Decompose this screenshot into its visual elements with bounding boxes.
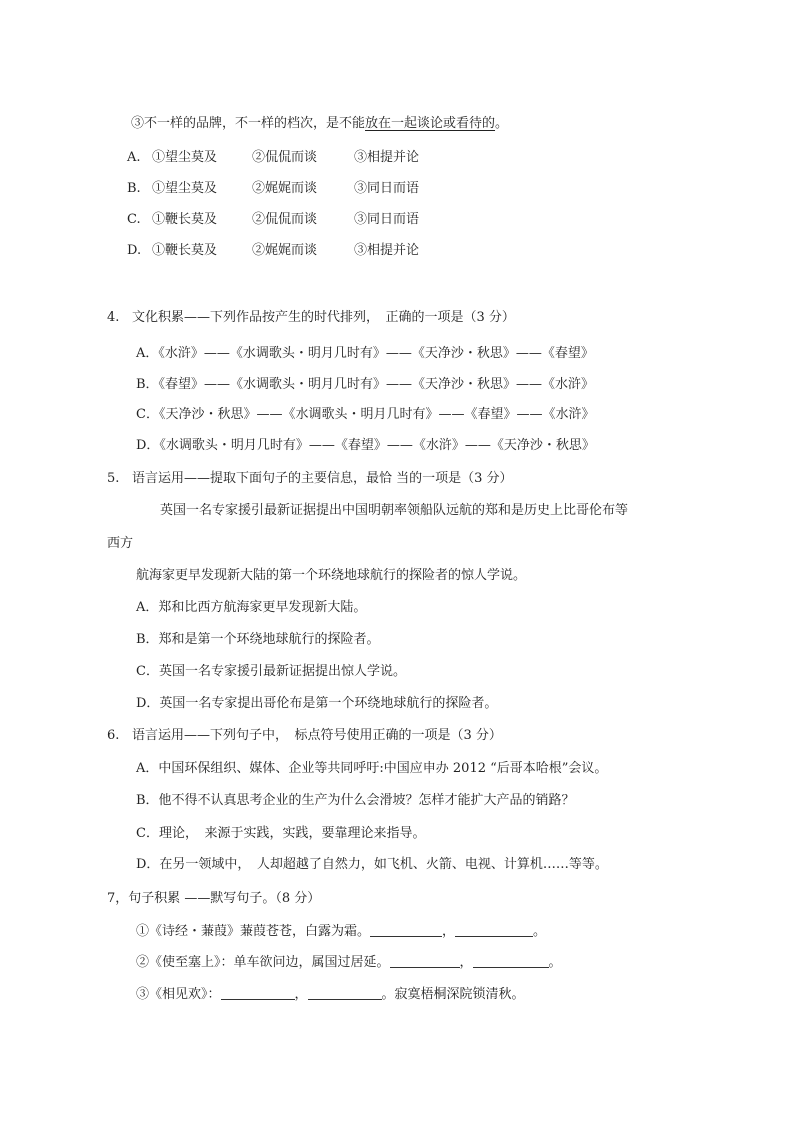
q4-option-a[interactable]: A．《水浒》——《水调歌头・明月几时有》——《天净沙・秋思》——《春望》 — [136, 346, 594, 361]
q7-item-1 — [136, 922, 546, 941]
q7-stem: 7，句子积累 ——默写句子。（8 分） — [107, 891, 321, 906]
option-letter: A. — [127, 150, 141, 165]
q7-item-1-blank-2[interactable] — [455, 922, 533, 937]
q6-stem — [107, 727, 502, 745]
q3-sentence-text: ③不一样的品牌，不一样的档次，是不能 — [131, 116, 366, 131]
option-part-3: ③相提并论 — [354, 150, 420, 165]
q4-option-c[interactable]: C．《天净沙・秋思》——《水调歌头・明月几时有》——《春望》——《水浒》 — [136, 407, 595, 422]
q3-option-a[interactable] — [127, 149, 419, 167]
q5-passage-line-2: 西方 — [107, 536, 134, 551]
option-part-3: ③相提并论 — [354, 243, 420, 258]
q3-option-c[interactable] — [127, 211, 419, 229]
question-number: 5. — [107, 471, 120, 486]
q5-passage-line-1: 英国一名专家援引最新证据提出中国明朝率领船队远航的郑和是历史上比哥伦布等 — [160, 503, 629, 518]
q3-option-b[interactable] — [127, 180, 419, 198]
question-number: 4. — [107, 310, 120, 325]
option-letter: B. — [127, 181, 141, 196]
q7-item-2-separator: ， — [459, 955, 473, 970]
q7-item-2 — [136, 953, 562, 972]
option-part-1: ①望尘莫及 — [152, 150, 218, 165]
q5-option-b[interactable]: B．郑和是第一个环绕地球航行的探险者。 — [136, 632, 380, 647]
q6-option-b[interactable]: B．他不得不认真思考企业的生产为什么会滑坡？怎样才能扩大产品的销路？ — [136, 793, 575, 808]
option-part-3: ③同日而语 — [354, 181, 420, 196]
q7-item-3-text: ③《相见欢》： — [136, 987, 221, 1002]
q7-item-3 — [136, 985, 525, 1004]
q7-item-3-separator: ， — [294, 987, 308, 1002]
q7-item-3-blank-2[interactable] — [308, 985, 382, 1000]
question-text: 语言运用——提取下面句子的主要信息，最恰 当的一项是（3 分） — [132, 471, 513, 486]
q7-item-2-blank-2[interactable] — [473, 953, 549, 968]
q6-option-c[interactable]: C．理论， 来源于实践，实践，要靠理论来指导。 — [136, 826, 426, 841]
q7-item-3-end: 。寂寞梧桐深院锁清秋。 — [381, 987, 525, 1002]
q4-option-d[interactable]: D．《水调歌头・明月几时有》——《春望》——《水浒》——《天净沙・秋思》 — [136, 438, 595, 453]
q7-item-1-end: 。 — [533, 924, 547, 939]
option-part-2: ②娓娓而谈 — [252, 181, 318, 196]
q7-item-1-separator: ， — [442, 924, 456, 939]
q5-passage-line-3: 航海家更早发现新大陆的第一个环绕地球航行的探险者的惊人学说。 — [136, 568, 527, 583]
q3-sentence-underlined: 放在一起谈论或看待的 — [365, 116, 496, 131]
q3-sentence-end: 。 — [495, 116, 509, 131]
q4-stem — [107, 309, 515, 327]
option-part-1: ①望尘莫及 — [152, 181, 218, 196]
option-letter: C. — [127, 212, 141, 227]
option-part-2: ②娓娓而谈 — [252, 243, 318, 258]
q5-option-c[interactable]: C．英国一名专家援引最新证据提出惊人学说。 — [136, 664, 406, 679]
option-letter: D. — [127, 243, 142, 258]
q5-stem — [107, 470, 513, 488]
q7-item-3-blank-1[interactable] — [221, 985, 295, 1000]
option-part-2: ②侃侃而谈 — [252, 150, 318, 165]
q7-item-2-end: 。 — [548, 955, 562, 970]
q7-item-2-blank-1[interactable] — [390, 953, 460, 968]
q6-option-a[interactable]: A．中国环保组织、媒体、企业等共同呼吁:中国应申办 2012 “后哥本哈根”会议。 — [136, 761, 608, 776]
question-text: 语言运用——下列句子中， 标点符号使用正确的一项是（3 分） — [132, 728, 502, 743]
option-part-3: ③同日而语 — [354, 212, 420, 227]
question-number: 6. — [107, 728, 120, 743]
q7-item-1-text: ①《诗经・蒹葭》蒹葭苍苍，白露为霜。 — [136, 924, 371, 939]
q5-option-a[interactable]: A．郑和比西方航海家更早发现新大陆。 — [136, 600, 367, 615]
q5-option-d[interactable]: D．英国一名专家提出哥伦布是第一个环绕地球航行的探险者。 — [136, 696, 498, 711]
q7-item-2-text: ②《使至塞上》：单车欲问边，属国过居延。 — [136, 955, 390, 970]
question-text: 文化积累——下列作品按产生的时代排列， 正确的一项是（3 分） — [132, 310, 515, 325]
option-part-1: ①鞭长莫及 — [152, 243, 218, 258]
q6-option-d[interactable]: D．在另一领域中， 人却超越了自然力，如飞机、火箭、电视、计算机……等等。 — [136, 857, 608, 872]
q7-item-1-blank-1[interactable] — [370, 922, 442, 937]
q3-option-d[interactable] — [127, 242, 419, 260]
option-part-1: ①鞭长莫及 — [152, 212, 218, 227]
option-part-2: ②侃侃而谈 — [252, 212, 318, 227]
q3-sentence-3 — [131, 115, 508, 133]
q4-option-b[interactable]: B．《春望》——《水调歌头・明月几时有》——《天净沙・秋思》——《水浒》 — [136, 377, 595, 392]
